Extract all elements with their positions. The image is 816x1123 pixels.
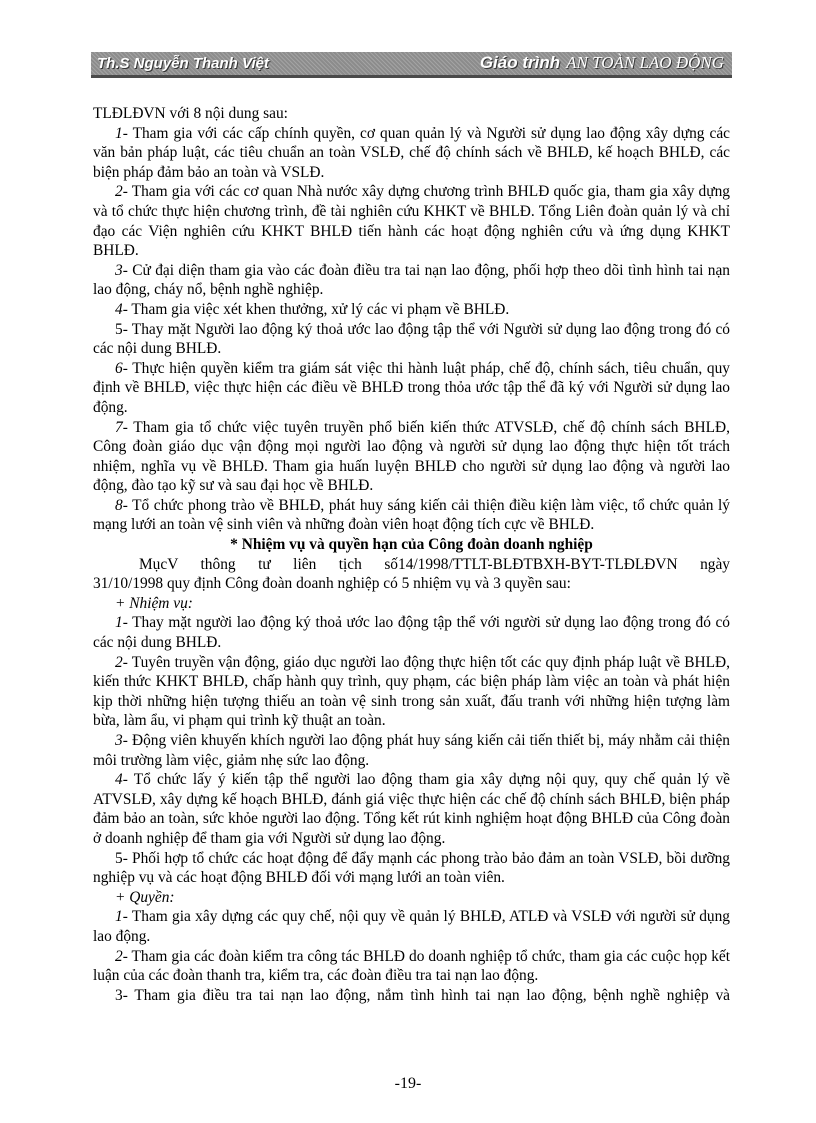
item-text: Động viên khuyến khích người lao động phát huy sáng kiến cải tiến thiết bị, máy nhằm cải thiện môi trường làm việc, giảm nhẹ sức lao động. [93,732,730,769]
item-number: 4- [115,300,128,318]
duties-label-text: + Nhiệm vụ: [115,594,193,612]
item-text: Tổ chức phong trào về BHLĐ, phát huy sáng kiến cải thiện điều kiện làm việc, tổ chức quản lý mạng lưới an toàn vệ sinh viên và những đoàn viên hoạt động tích cực về BHLĐ. [93,496,730,534]
item-number: 2- [115,653,128,671]
list-item [93,986,730,1006]
rights-label-text: + Quyền: [115,888,175,906]
list-item [93,907,730,946]
item-text: Thay mặt người lao động ký thoả ước lao động tập thể với người sử dụng lao động trong đó có các nội dung BHLĐ. [93,614,730,652]
section-title: * Nhiệm vụ và quyền hạn của Công đoàn doanh nghiệp [230,536,593,554]
item-number: 4- [115,771,128,789]
list-item [93,947,730,986]
item-number: 3- [115,732,128,749]
page-number: -19- [394,1075,422,1092]
rights-label [93,888,730,908]
item-text: Tham gia xây dựng các quy chế, nội quy về quản lý BHLĐ, ATLĐ và VSLĐ với người sử dụng lao động. [93,908,730,945]
intro-line: MụcV thông tư liên tịch số14/1998/TTLT-BLĐTBXH-BYT-TLĐLĐVN ngày [139,555,730,573]
list-item [93,300,730,320]
item-number: 3- [115,986,128,1004]
header-book-title [480,53,724,73]
list-item [93,849,730,888]
list-item [93,261,742,300]
list-item [93,418,730,496]
item-text: Thực hiện quyền kiểm tra giám sát việc thi hành luật pháp, chế độ, chính sách, tiêu chuẩn, quy định về BHLĐ, việc thực hiện các điều về BHLĐ trong thỏa ước tập thể đã ký với Người sử dụng lao động. [93,359,730,416]
item-text: Cử đại diện tham gia vào các đoàn điều tra tai nạn lao động, phối hợp theo dõi tình hình tai nạn lao động, cháy nổ, bệnh nghề nghiệp. [93,261,742,299]
item-number: 5- [115,849,128,867]
item-text: Thay mặt Người lao động ký thoả ước lao động tập thể với Người sử dụng lao động trong đó có các nội dung BHLĐ. [93,320,730,358]
item-text: Tuyên truyền vận động, giáo dục người lao động thực hiện tốt các quy định pháp luật về BHLĐ, kiến thức KHKT BHLĐ, chấp hành quy trình, quy phạm, các biện pháp làm việc an toàn và phát hiện kịp thời những hiện tượng thiếu an toàn vệ sinh trong sản xuất, đấu tranh với những hiện tượng làm bừa, làm ẩu, vi phạm qui trình kỹ thuật an toàn. [93,653,730,730]
header-author: Th.S Nguyễn Thanh Việt [97,55,269,72]
item-text: Tham gia các đoàn kiểm tra công tác BHLĐ do doanh nghiệp tổ chức, tham gia các cuộc họp kết luận của các đoàn thanh tra, kiểm tra, các đoàn điều tra tai nạn lao động. [93,947,730,985]
item-number: 1- [115,124,128,142]
item-number: 2- [115,947,128,965]
document-body [93,104,742,1005]
item-text: Phối hợp tổ chức các hoạt động để đẩy mạnh các phong trào bảo đảm an toàn VSLĐ, bồi dưỡng nghiệp vụ và các hoạt động BHLĐ đối với mạng lưới an toàn viên. [93,849,730,887]
item-number: 6- [115,359,128,377]
paragraph-continuation: TLĐLĐVN với 8 nội dung sau: [93,105,288,122]
list-item [93,359,730,418]
item-number: 3- [115,261,128,279]
list-item [93,653,730,731]
item-number: 2- [115,183,128,201]
item-text: Tham gia điều tra tai nạn lao động, nắm tình hình tai nạn lao động, bệnh nghề nghiệp và [127,986,730,1004]
item-text: Tham gia với các cơ quan Nhà nước xây dựng chương trình BHLĐ quốc gia, tham gia xây dựng và tổ chức thực hiện chương trình, đề tài nghiên cứu KHKT về BHLĐ. Tổng Liên đoàn quản lý và chỉ đạo các Viện nghiên cứu KHKT BHLĐ tiến hành các hoạt động nghiên cứu và ứng dụng KHKT BHLĐ. [93,183,730,260]
item-number: 1- [115,614,128,632]
list-item [93,320,730,359]
item-text: Tổ chức lấy ý kiến tập thể người lao động tham gia xây dựng nội quy, quy chế quản lý về ATVSLĐ, xây dựng kế hoạch BHLĐ, đánh giá việc thực hiện các chế độ chính sách BHLĐ, biện pháp đảm bảo an toàn, sức khỏe người lao động. Tổng kết rút kinh nghiệm hoạt động BHLĐ của Công đoàn ở doanh nghiệp để tham gia với Người sử dụng lao động. [93,771,730,847]
item-text: Tham gia tổ chức việc tuyên truyền phổ biến kiến thức ATVSLĐ, chế độ chính sách BHLĐ, Công đoàn giáo dục vận động mọi người lao động và người sử dụng lao động thực hiện tốt trách nhiệm, nghĩa vụ về BHLĐ. Tham gia huấn luyện BHLĐ cho người sử dụng lao động và người lao động, đào tạo kỹ sư và sau đại học về BHLĐ. [93,418,730,495]
header-book-subject: AN TOÀN LAO ĐỘNG [566,53,724,72]
duties-label [93,594,730,614]
header-book-prefix: Giáo trình [479,53,561,72]
list-item [93,731,730,770]
item-number: 5- [115,320,128,338]
item-text: Tham gia việc xét khen thưởng, xử lý các vi phạm về BHLĐ. [127,300,510,318]
intro-line: 31/10/1998 quy định Công đoàn doanh nghiệp có 5 nhiệm vụ và 3 quyền sau: [93,575,571,593]
page-header [91,52,732,78]
item-number: 1- [115,908,128,926]
list-item [93,182,730,260]
item-number: 8- [115,496,128,514]
list-item [93,124,730,183]
list-item [93,613,730,652]
list-item [93,496,730,535]
item-number: 7- [115,418,128,436]
list-item [93,770,730,848]
item-text: Tham gia với các cấp chính quyền, cơ quan quản lý và Người sử dụng lao động xây dựng các văn bản pháp luật, các tiêu chuẩn an toàn VSLĐ, chế độ chính sách về BHLĐ, kế hoạch BHLĐ, các biện pháp đảm bảo an toàn và VSLĐ. [93,124,730,181]
